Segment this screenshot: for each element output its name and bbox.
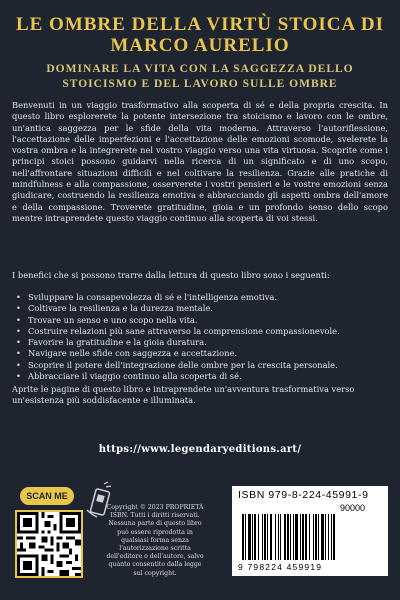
list-item: • Costruire relazioni più sane attraverso la comprensione compassionevole. bbox=[12, 326, 388, 337]
intro-paragraph: Benvenuti in un viaggio trasformativo alla scoperta di sé e della propria crescita. In questo libro esplorerete la potente intersezione tra stoicismo e lavoro con le ombre, un'antica saggezza per le sfide della vita moderna. Attraverso l'autoriflessione, l'accettazione delle imperfezioni e l'accettazione delle emozioni scomode, svelerete la vostra ombra e la integrerete nel vostro viaggio verso una vita virtuosa. Scoprite come i principi stoici possono guidarvi nella ricerca di un significato e di uno scopo, nell'affrontare situazioni difficili e nel coltivare la resilienza. Grazie alle pratiche di mindfulness e alla compassione, osserverete i vostri pensieri e le vostre emozioni senza giudicare, costruendo la resilienza emotiva e abbracciando gli aspetti ombra dell'amore e della compassione. Troverete gratitudine, gioia e un profondo senso dello scopo mentre intraprendete questo viaggio continuo alla scoperta di voi stessi. bbox=[12, 100, 388, 223]
copyright-notice: Copyright © 2023 PROPRIETÀ ISBN. Tutti i diritti riservati. Nessuna parte di questo libro può essere riprodotta in qualsiasi forma senza l'autorizzazione scritta dell'editore o dell'autore, salvo quanto consentito dalla legge sul copyright. bbox=[106, 504, 204, 577]
isbn-barcode bbox=[232, 486, 388, 576]
barcode-bars bbox=[238, 514, 384, 562]
qr-code-icon[interactable] bbox=[15, 510, 83, 578]
website-link[interactable]: https://www.legendaryeditions.art/ bbox=[98, 444, 302, 455]
scan-me-badge: SCAN ME bbox=[20, 487, 74, 505]
isbn-number: ISBN 979-8-224-45991-9 bbox=[238, 489, 369, 501]
benefits-list bbox=[12, 292, 388, 382]
list-item: • Scoprire il potere dell'integrazione delle ombre per la crescita personale. bbox=[12, 360, 388, 371]
list-item: • Favorire la gratitudine e la gioia duratura. bbox=[12, 337, 388, 348]
benefits-intro: I benefici che si possono trarre dalla lettura di questo libro sono i seguenti: bbox=[12, 270, 330, 280]
list-item: • Sviluppare la consapevolezza di sé e l'intelligenza emotiva. bbox=[12, 292, 388, 303]
list-item: • Navigare nelle sfide con saggezza e accettazione. bbox=[12, 348, 388, 359]
price-code: 90000 bbox=[340, 503, 366, 513]
barcode-digits: 9 798224 459919 bbox=[238, 562, 323, 572]
list-item: • Coltivare la resilienza e la durezza mentale. bbox=[12, 303, 388, 314]
list-item: • Abbracciare il viaggio continuo alla scoperta di sé. bbox=[12, 371, 388, 382]
book-subtitle: DOMINARE LA VITA CON LA SAGGEZZA DELLO STOICISMO E DEL LAVORO SULLE OMBRE bbox=[46, 63, 354, 90]
book-title: LE OMBRE DELLA VIRTÙ STOICA DI MARCO AURELIO bbox=[15, 14, 385, 56]
list-item: • Trovare un senso e uno scopo nella vita. bbox=[12, 315, 388, 326]
closing-paragraph: Aprite le pagine di questo libro e intraprendete un'avventura trasformativa verso un'esistenza più soddisfacente e illuminata. bbox=[12, 384, 355, 406]
